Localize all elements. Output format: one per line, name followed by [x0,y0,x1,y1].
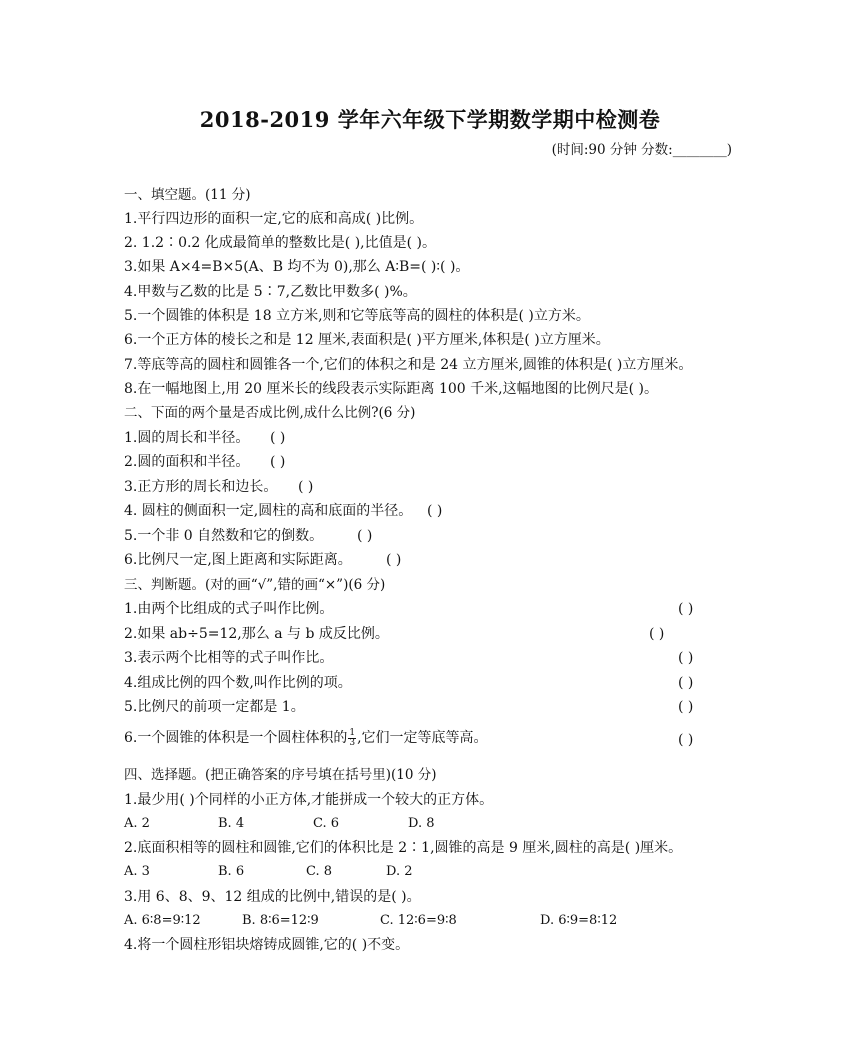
page-title: 2018-2019 学年六年级下学期数学期中检测卷 [199,107,661,132]
option-a: A. 2 [124,816,150,831]
section-4-heading: 四、选择题。(把正确答案的序号填在括号里)(10 分) [124,767,437,783]
s2-answer-blank-2: ( ) [270,454,286,470]
option-d: D. 6∶9=8∶12 [540,913,618,928]
s2-question-1: 1.圆的周长和半径。 [124,430,250,446]
section-2-heading: 二、下面的两个量是否成比例,成什么比例?(6 分) [124,405,416,421]
s3-q6-text-start: 6.一个圆锥的体积是一个圆柱体积的 [124,730,348,746]
s3-answer-blank-5: ( ) [678,699,694,715]
option-c: C. 8 [306,864,333,879]
s3-question-3: 3.表示两个比相等的式子叫作比。 [124,650,334,666]
option-b: B. 4 [218,816,245,831]
s3-answer-blank-1: ( ) [678,601,694,617]
s1-question-1: 1.平行四边形的面积一定,它的底和高成( )比例。 [124,211,424,227]
s2-question-6: 6.比例尺一定,图上距离和实际距离。 [124,552,352,568]
s4-question-4: 4.将一个圆柱形铝块熔铸成圆锥,它的( )不变。 [124,937,410,953]
s3-question-1: 1.由两个比组成的式子叫作比例。 [124,601,334,617]
s4-question-1: 1.最少用( )个同样的小正方体,才能拼成一个较大的正方体。 [124,792,494,808]
s2-question-5: 5.一个非 0 自然数和它的倒数。 [124,528,324,544]
s2-answer-blank-4: ( ) [427,503,443,519]
option-b: B. 6 [218,864,245,879]
s2-answer-blank-1: ( ) [270,430,286,446]
s2-answer-blank-5: ( ) [357,528,373,544]
s1-question-4: 4.甲数与乙数的比是 5∶7,乙数比甲数多( )%。 [124,284,417,300]
s3-q6-text-end: ,它们一定等底等高。 [357,730,488,746]
fraction-numerator: 1 [349,727,356,738]
s1-question-3: 3.如果 A×4=B×5(A、B 均不为 0),那么 A∶B=( )∶( )。 [124,259,470,275]
fraction-denominator: 3 [349,737,356,748]
s2-answer-blank-6: ( ) [386,552,402,568]
s3-answer-blank-2: ( ) [649,626,665,642]
s3-question-4: 4.组成比例的四个数,叫作比例的项。 [124,675,352,691]
s4-question-2: 2.底面积相等的圆柱和圆锥,它们的体积比是 2∶1,圆锥的高是 9 厘米,圆柱的高是( )厘米。 [124,840,683,856]
section-3-heading: 三、判断题。(对的画“√”,错的画“×”)(6 分) [124,577,386,593]
s1-question-8: 8.在一幅地图上,用 20 厘米长的线段表示实际距离 100 千米,这幅地图的比例尺是( )。 [124,381,658,397]
s1-question-5: 5.一个圆锥的体积是 18 立方米,则和它等底等高的圆柱的体积是( )立方米。 [124,308,590,324]
s3-question-2: 2.如果 ab÷5=12,那么 a 与 b 成反比例。 [124,626,389,642]
s3-answer-blank-3: ( ) [678,650,694,666]
s3-question-5: 5.比例尺的前项一定都是 1。 [124,699,305,715]
one-third-fraction [348,729,356,748]
s3-answer-blank-4: ( ) [678,675,694,691]
option-c: C. 12∶6=9∶8 [380,913,457,928]
option-d: D. 8 [408,816,435,831]
s1-question-6: 6.一个正方体的棱长之和是 12 厘米,表面积是( )平方厘米,体积是( )立方厘米。 [124,332,610,348]
option-a: A. 6∶8=9∶12 [124,913,201,928]
option-d: D. 2 [386,864,413,879]
s1-question-2: 2. 1.2∶0.2 化成最简单的整数比是( ),比值是( )。 [124,235,436,251]
s4-question-3: 3.用 6、8、9、12 组成的比例中,错误的是( )。 [124,889,421,905]
exam-info: (时间:90 分钟 分数:________) [551,142,732,158]
option-a: A. 3 [124,864,150,879]
s2-question-3: 3.正方形的周长和边长。 [124,479,278,495]
s3-question-6 [124,728,488,748]
option-b: B. 8∶6=12∶9 [242,913,319,928]
s2-question-2: 2.圆的面积和半径。 [124,454,250,470]
s2-question-4: 4. 圆柱的侧面积一定,圆柱的高和底面的半径。 [124,503,413,519]
section-1-heading: 一、填空题。(11 分) [124,187,251,203]
s3-answer-blank-6: ( ) [678,732,694,748]
option-c: C. 6 [313,816,340,831]
s2-answer-blank-3: ( ) [298,479,314,495]
s1-question-7: 7.等底等高的圆柱和圆锥各一个,它们的体积之和是 24 立方厘米,圆锥的体积是( )立方厘米。 [124,357,693,373]
